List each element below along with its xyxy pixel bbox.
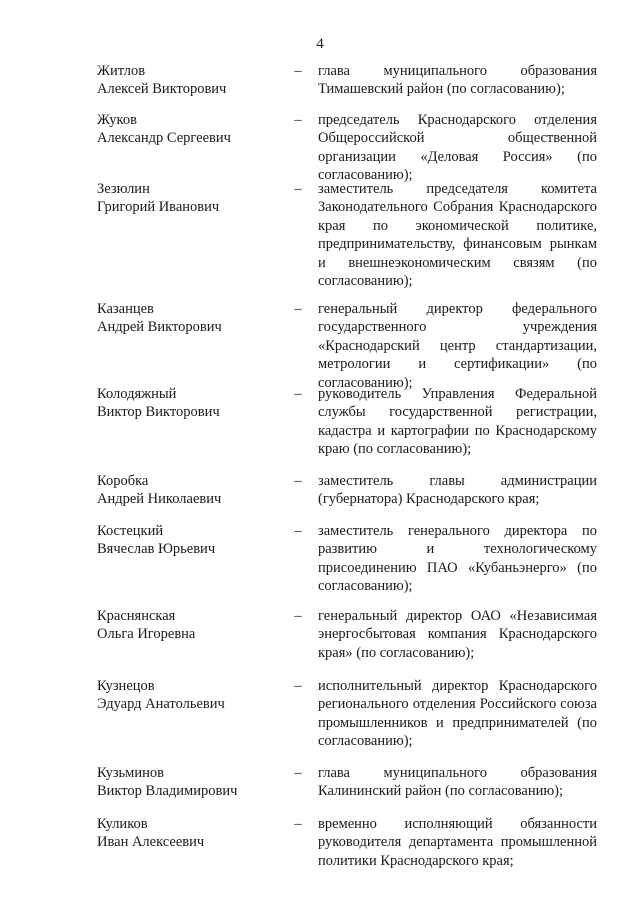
dash-separator: – (294, 523, 302, 539)
member-given-names: Андрей Викторович (97, 319, 222, 336)
member-surname: Краснянская (97, 608, 176, 624)
member-role: генеральный директор ОАО «Независимая энергосбытовая компания Краснодарского края» (по согласованию); (318, 608, 597, 661)
dash-separator: – (294, 386, 302, 402)
member-given-names: Иван Алексеевич (97, 834, 205, 851)
member-role: заместитель генерального директора по развитию и технологическому присоединению ПАО «Кубаньэнерго» (по согласованию); (318, 523, 597, 595)
page-number: 4 (316, 36, 324, 52)
member-surname: Коробка (97, 473, 149, 489)
member-given-names: Алексей Викторович (97, 81, 227, 98)
member-role: генеральный директор федерального государственного учреждения «Краснодарский центр стандартизации, метрологии и сертификации» (по согласованию); (318, 301, 597, 391)
member-surname: Кузьминов (97, 765, 164, 781)
member-role: заместитель председателя комитета Законодательного Собрания Краснодарского края по экономической политике, предпринимательству, финансовым рынкам и внешнеэкономическим связям (по согласованию); (318, 181, 597, 290)
member-name (97, 62, 282, 99)
member-name (97, 677, 282, 714)
member-surname: Колодяжный (97, 386, 177, 402)
dash-separator: – (294, 301, 302, 317)
member-role: заместитель главы администрации (губернатора) Краснодарского края; (318, 473, 597, 508)
member-role: председатель Краснодарского отделения Общероссийской общественной организации «Деловая Россия» (по согласованию); (318, 112, 597, 184)
dash-separator: – (294, 765, 302, 781)
member-name (97, 815, 282, 852)
member-surname: Казанцев (97, 301, 154, 317)
member-surname: Жуков (97, 112, 137, 128)
dash-separator: – (294, 473, 302, 489)
dash-separator: – (294, 608, 302, 624)
member-name (97, 522, 282, 559)
member-name (97, 111, 282, 148)
member-given-names: Андрей Николаевич (97, 491, 222, 508)
member-name (97, 385, 282, 422)
member-name (97, 180, 282, 217)
member-role: временно исполняющий обязанности руководителя департамента промышленной политики Краснодарского края; (318, 816, 597, 869)
member-role: глава муниципального образования Калининский район (по согласованию); (318, 765, 597, 800)
member-name (97, 300, 282, 337)
member-surname: Куликов (97, 816, 148, 832)
member-given-names: Эдуард Анатольевич (97, 696, 225, 713)
member-surname: Житлов (97, 63, 146, 79)
member-given-names: Ольга Игоревна (97, 626, 196, 643)
dash-separator: – (294, 112, 302, 128)
member-role: руководитель Управления Федеральной службы государственной регистрации, кадастра и картографии по Краснодарскому краю (по согласованию); (318, 386, 597, 458)
member-name (97, 764, 282, 801)
member-surname: Кузнецов (97, 678, 155, 694)
member-role: исполнительный директор Краснодарского регионального отделения Российского союза промышленников и предпринимателей (по согласованию); (318, 678, 597, 750)
member-given-names: Александр Сергеевич (97, 130, 231, 147)
member-surname: Зезюлин (97, 181, 150, 197)
member-role: глава муниципального образования Тимашевский район (по согласованию); (318, 63, 597, 98)
dash-separator: – (294, 816, 302, 832)
member-name (97, 472, 282, 509)
member-given-names: Виктор Владимирович (97, 783, 238, 800)
member-given-names: Виктор Викторович (97, 404, 220, 421)
dash-separator: – (294, 678, 302, 694)
member-given-names: Вячеслав Юрьевич (97, 541, 216, 558)
member-name (97, 607, 282, 644)
dash-separator: – (294, 63, 302, 79)
member-given-names: Григорий Иванович (97, 199, 220, 216)
dash-separator: – (294, 181, 302, 197)
member-surname: Костецкий (97, 523, 164, 539)
